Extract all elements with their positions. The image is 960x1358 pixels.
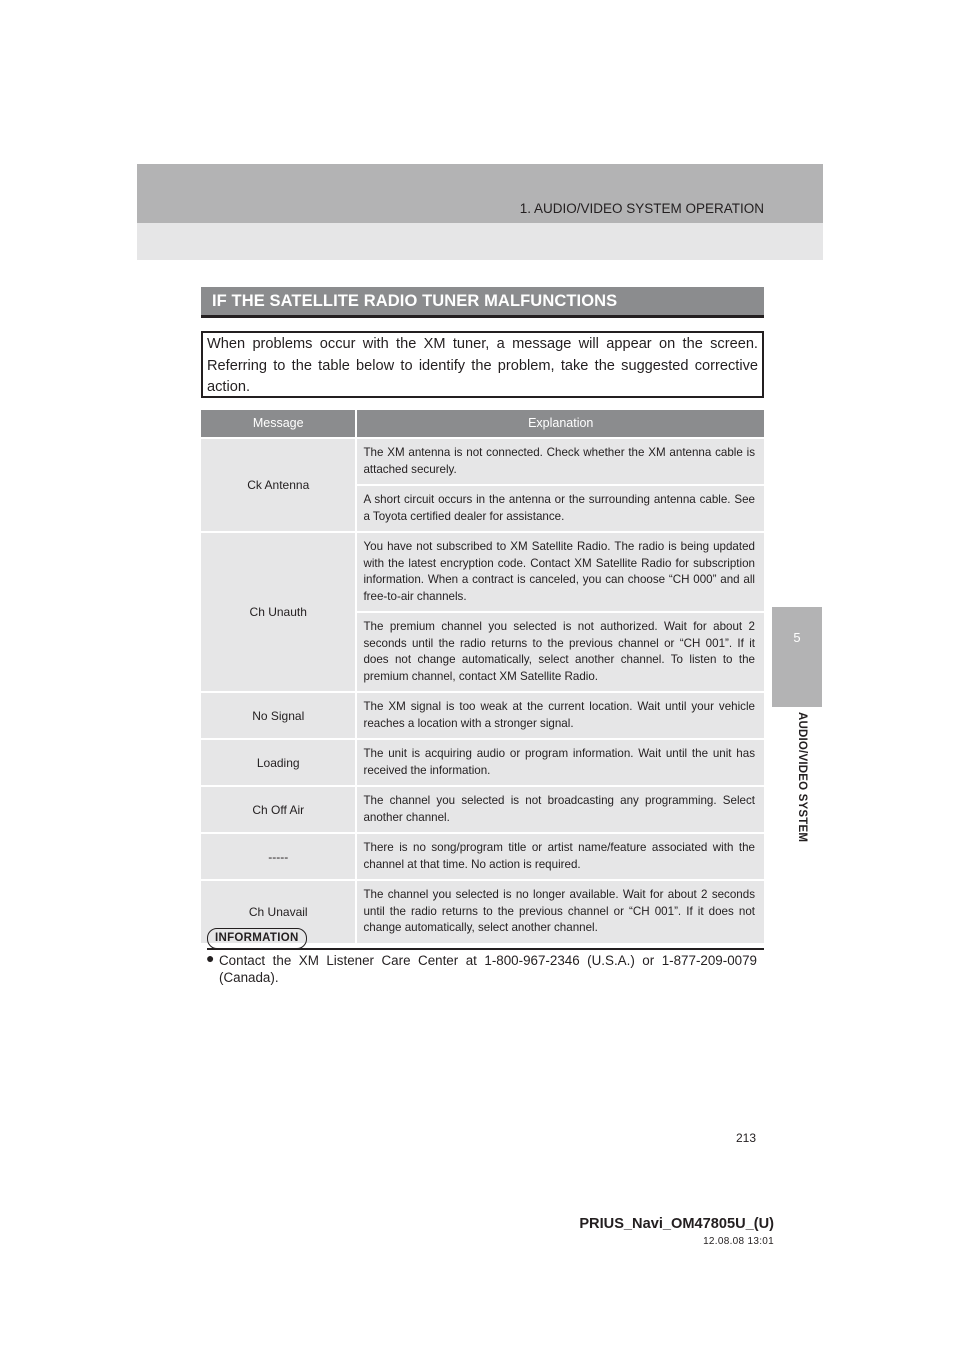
- explanation-cell: [355, 740, 764, 785]
- explanation-text: The premium channel you selected is not authorized. Wait for about 2 seconds until the radio returns to the previous channel or “CH 001”. If it does not change automatically, select another channel. To listen to the premium channel, contact XM Satellite Radio.: [357, 611, 764, 691]
- explanation-text: You have not subscribed to XM Satellite Radio. The radio is being updated with the latest encryption code. Contact XM Satellite Radio for subscription information. When a contract is canceled, you can choose “CH 000” and all free-to-air channels.: [363, 540, 755, 603]
- table-row: [201, 531, 764, 691]
- message-cell: Ck Antenna: [247, 478, 310, 492]
- explanation-cell: [355, 834, 764, 879]
- table-row: [201, 437, 764, 531]
- message-cell: Ch Off Air: [252, 802, 305, 817]
- explanation-cell: [355, 787, 764, 832]
- explanation-text: There is no song/program title or artist name/feature associated with the channel at that time. No action is required.: [363, 841, 755, 871]
- column-header-message: Message: [252, 416, 304, 430]
- information-text: Contact the XM Listener Care Center at 1-800-967-2346 (U.S.A.) or 1-877-209-0079 (Canada).: [219, 953, 757, 985]
- explanation-text: A short circuit occurs in the antenna or the surrounding antenna cable. See a Toyota certified dealer for assistance.: [357, 484, 764, 531]
- explanation-cell: [355, 533, 764, 691]
- table-header: [201, 410, 764, 437]
- document-id: PRIUS_Navi_OM47805U_(U): [579, 1216, 774, 1232]
- page-number: 213: [735, 1131, 756, 1145]
- chapter-tab: [772, 607, 822, 707]
- chapter-tab-label: AUDIO/VIDEO SYSTEM: [796, 712, 808, 843]
- explanation-text: The XM signal is too weak at the current location. Wait until your vehicle reaches a location with a stronger signal.: [363, 700, 755, 730]
- section-heading: IF THE SATELLITE RADIO TUNER MALFUNCTIONS: [212, 292, 618, 310]
- explanation-cell: [355, 439, 764, 531]
- bullet-icon: ●: [206, 950, 215, 966]
- document-timestamp: 12.08.08 13:01: [703, 1236, 774, 1247]
- message-table: [201, 410, 764, 943]
- column-header-explanation: Explanation: [355, 410, 764, 437]
- explanation-text: The unit is acquiring audio or program information. Wait until the unit has received the information.: [363, 747, 755, 777]
- explanation-text: The channel you selected is no longer available. Wait for about 2 seconds until the radio returns to the previous channel or “CH 001”. If it does not change automatically, select another channel.: [363, 888, 755, 934]
- table-row: [201, 738, 764, 785]
- table-body: [201, 437, 764, 943]
- chapter-title: 1. AUDIO/VIDEO SYSTEM OPERATION: [519, 201, 764, 216]
- message-cell: Loading: [256, 755, 300, 770]
- table-row: [201, 832, 764, 879]
- explanation-cell: [355, 881, 764, 943]
- explanation-cell: [355, 693, 764, 738]
- information-badge: INFORMATION: [207, 928, 307, 949]
- explanation-text: The XM antenna is not connected. Check whether the XM antenna cable is attached securely.: [363, 446, 755, 476]
- intro-text: When problems occur with the XM tuner, a message will appear on the screen. Referring to the table below to identify the problem, take the suggested corrective action.: [207, 336, 758, 395]
- chapter-number: 5: [793, 630, 801, 645]
- section-heading-rule: [201, 315, 764, 318]
- message-cell: -----: [268, 849, 289, 864]
- message-cell: Ch Unavail: [248, 904, 308, 919]
- table-row: [201, 691, 764, 738]
- explanation-text: The channel you selected is not broadcasting any programming. Select another channel.: [363, 794, 755, 824]
- message-cell: Ch Unauth: [249, 605, 307, 619]
- information-rule: [207, 948, 764, 950]
- table-row: [201, 785, 764, 832]
- message-cell: No Signal: [252, 708, 305, 723]
